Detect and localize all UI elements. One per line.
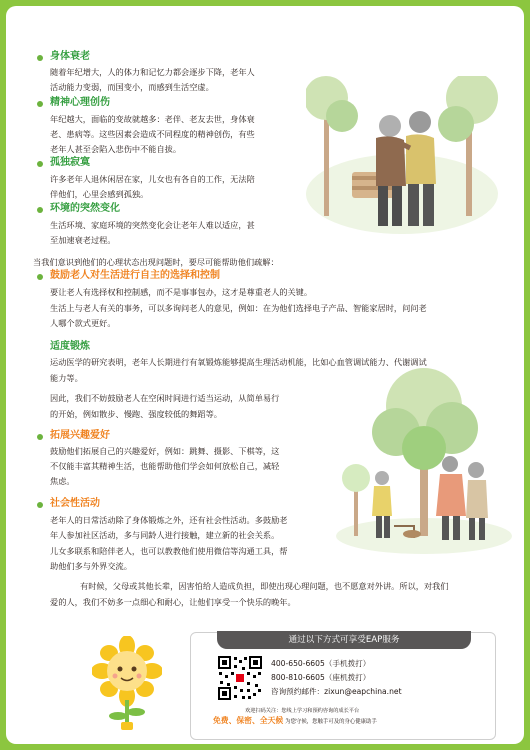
help-line: 儿女多联系和陪伴老人，也可以教教他们使用微信等沟通工具，帮: [50, 546, 288, 556]
qr-code-icon[interactable]: [217, 655, 263, 701]
help-line: 助他们多与外界交流。: [50, 561, 132, 571]
help-title-social: 社会性活动: [50, 498, 100, 509]
contact-box: [190, 632, 496, 740]
service-footer: [213, 715, 377, 726]
service-tagline: 为您守候，您触手可及的身心健康助手: [285, 719, 377, 725]
help-line: 生活上与老人有关的事务，可以多询问老人的意见，例如：在为他们选择电子产品、智能家居时，问问老: [50, 303, 427, 313]
help-line: 要让老人有选择权和控制感，而不是事事包办，这才是尊重老人的关键。: [50, 287, 313, 297]
elderly-couple-illustration: [306, 76, 502, 236]
section-line: 生活环境、家庭环境的突然变化会让老年人难以适应，甚: [50, 220, 255, 230]
intro-text: 当我们意识到他们的心理状态出现问题时，要尽可能帮助他们疏解：: [33, 257, 279, 267]
scan-text: 欢迎扫码关注：您线上学习和预约咨询的成长平台: [245, 708, 360, 714]
help-line: 焦虑。: [50, 476, 75, 486]
section-title-loneliness: 孤独寂寞: [50, 157, 90, 168]
section-line: 随着年纪增大，人的体力和记忆力都会逐步下降，老年人: [50, 67, 255, 77]
sunflower-mascot-illustration: [92, 636, 162, 736]
park-activity-illustration: [334, 366, 512, 556]
bullet-icon: [37, 207, 43, 213]
contact-header: 通过以下方式可享受EAP服务: [217, 631, 471, 649]
bullet-icon: [37, 161, 43, 167]
bullet-icon: [37, 101, 43, 107]
section-line: 至加速衰老过程。: [50, 235, 116, 245]
help-line: 年人参加社区活动，多与同龄人进行接触，建立新的社会关系。: [50, 530, 280, 540]
email-link[interactable]: 咨询预约邮件：zixun@eapchina.net: [271, 687, 402, 696]
section-title-environment: 环境的突然变化: [50, 203, 120, 214]
help-title-exercise: 适度锻炼: [50, 341, 90, 352]
page: [6, 6, 524, 744]
bullet-icon: [37, 274, 43, 280]
help-line: 鼓励他们拓展自己的兴趣爱好，例如：跳舞、摄影、下棋等，这: [50, 446, 280, 456]
help-line: 因此，我们不妨鼓励老人在空闲时间进行适当运动，从简单易行: [50, 393, 280, 403]
bullet-icon: [37, 55, 43, 61]
phone-landline[interactable]: 800-810-6605（座机拨打）: [271, 673, 371, 682]
help-line: 的开始，例如散步、慢跑、强度较低的舞蹈等。: [50, 409, 222, 419]
section-line: 伴他们，心里会感到孤独。: [50, 189, 149, 199]
bullet-icon: [37, 502, 43, 508]
help-title-hobbies: 拓展兴趣爱好: [50, 430, 110, 441]
section-line: 年纪越大，面临的变故就越多：老伴、老友去世，身体衰: [50, 114, 255, 124]
closing-line: 爱的人，我们不妨多一点细心和耐心，让他们享受一个快乐的晚年。: [50, 597, 296, 607]
help-line: 人哪个款式更好。: [50, 318, 116, 328]
section-line: 老、患病等。这些因素会造成不同程度的精神创伤，有些: [50, 129, 255, 139]
phone-mobile[interactable]: 400-650-6605（手机拨打）: [271, 659, 371, 668]
section-title-physical-aging: 身体衰老: [50, 51, 90, 62]
help-title-autonomy: 鼓励老人对生活进行自主的选择和控制: [50, 270, 220, 281]
section-line: 许多老年人退休闲居在家，儿女也有各自的工作，无法陪: [50, 174, 255, 184]
section-title-trauma: 精神心理创伤: [50, 97, 110, 108]
help-line: 老年人的日常活动除了身体锻炼之外，还有社会性活动。多鼓励老: [50, 515, 288, 525]
section-line: 老年人甚至会陷入悲伤中不能自拔。: [50, 144, 182, 154]
help-line: 运动医学的研究表明，老年人长期进行有氧锻炼能够提高生理活动机能，比如心血管调试能力、代谢调试: [50, 357, 427, 367]
help-line: 能力等。: [50, 373, 83, 383]
help-line: 不仅能丰富其精神生活，也能帮助他们学会如何放松自己，减轻: [50, 461, 280, 471]
bullet-icon: [37, 434, 43, 440]
service-highlight: 免费、保密、全天候: [213, 716, 284, 725]
closing-line: 有时候，父母或其他长辈，因害怕给人造成负担，即使出现心理问题，也不愿意对外讲。所以，对我们: [80, 581, 449, 591]
section-line: 活动能力变弱，而国变小，而感到生活空虚。: [50, 82, 214, 92]
